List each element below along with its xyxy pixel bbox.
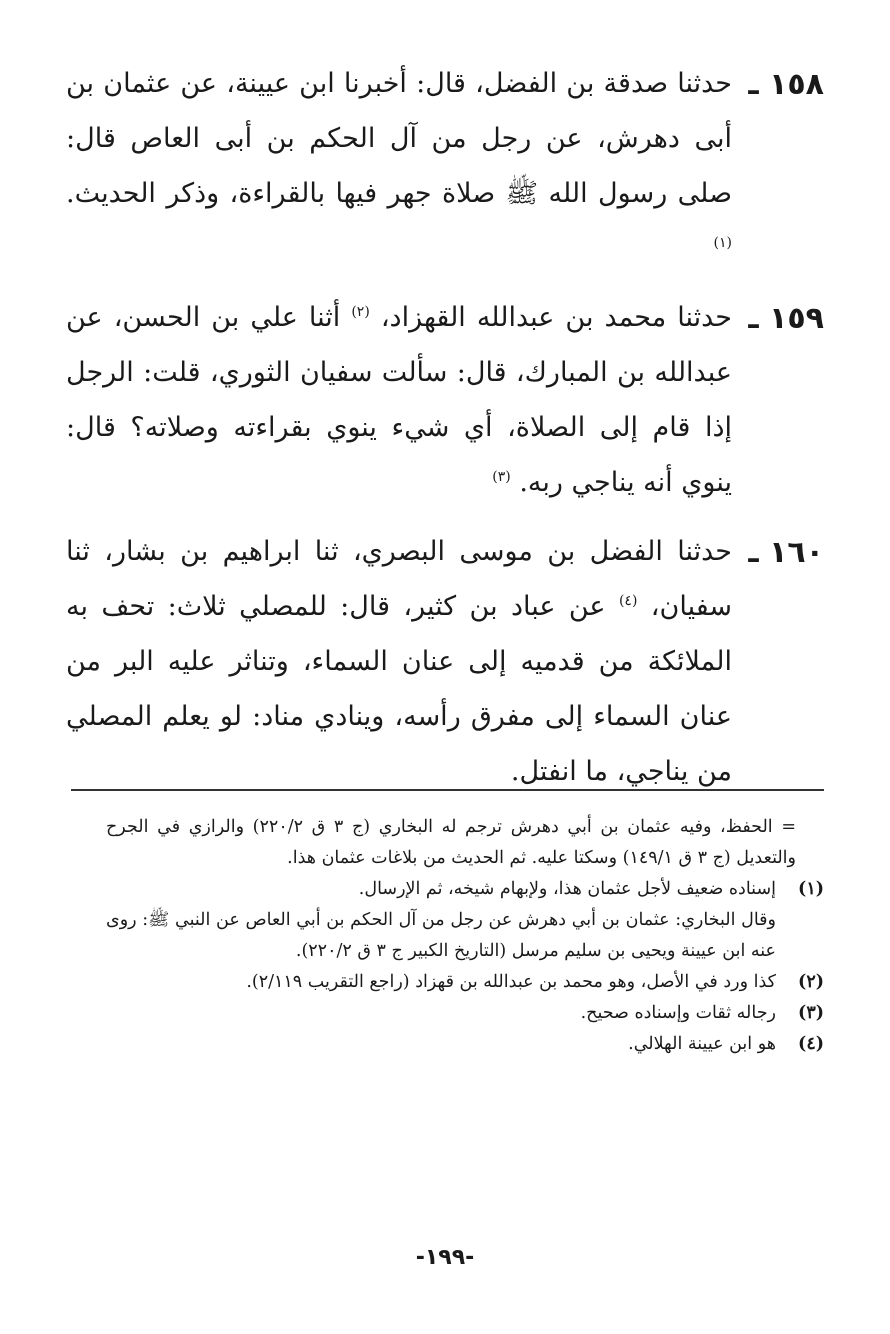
- footnote-divider: [71, 789, 824, 791]
- hadith-text-before: حدثنا الفضل بن موسى البصري، ثنا ابراهيم بن بشار، ثنا سفيان،: [66, 536, 732, 622]
- hadith-number: ١٥٨ ـ: [748, 67, 824, 102]
- hadith-158: [66, 56, 824, 276]
- footnote-3: [106, 998, 824, 1029]
- footnote-text: هو ابن عيينة الهلالي.: [628, 1034, 776, 1054]
- footnote-number: (٣): [798, 1003, 824, 1023]
- hadith-text-body: حدثنا صدقة بن الفضل، قال: أخبرنا ابن عيينة، عن عثمان بن أبى دهرش، عن رجل من آل الحكم بن أبى العاص قال: صلى رسول الله ﷺ صلاة جهر فيها بالقراءة، وذكر الحديث.: [66, 68, 732, 209]
- hadith-body: [66, 56, 824, 813]
- footnote-number: (١): [798, 879, 824, 899]
- hadith-text-after: أثنا علي بن الحسن، عن عبدالله بن المبارك، قال: سألت سفيان الثوري، قلت: الرجل إذا قام إلى الصلاة، أي شيء ينوي بقراءته وصلاته؟ قال: ينوي أنه يناجي ربه.: [66, 302, 732, 498]
- footnotes-section: [106, 812, 824, 1060]
- page-number: -١٩٩-: [415, 1245, 475, 1270]
- footnote-text: رجاله ثقات وإسناده صحيح.: [580, 1003, 776, 1023]
- hadith-number: ١٦٠ ـ: [748, 535, 824, 570]
- footnote-reference: (٢): [351, 304, 370, 320]
- hadith-text: [66, 290, 732, 510]
- hadith-160: [66, 524, 824, 799]
- footnote-2: [106, 967, 824, 998]
- footnote-1-continued: وقال البخاري: عثمان بن أبي دهرش عن رجل من آل الحكم بن أبي العاص عن النبي ﷺ: روى عنه ابن عيينة ويحيى بن سليم مرسل (التاريخ الكبير ج ٣ ق ٢٢٠/٢).: [106, 910, 776, 961]
- hadith-text: [66, 524, 732, 799]
- footnote-text: كذا ورد في الأصل، وهو محمد بن عبدالله بن قهزاد (راجع التقريب ٢/١١٩).: [246, 972, 776, 992]
- footnote-text: إسناده ضعيف لأجل عثمان هذا، ولإبهام شيخه، ثم الإرسال.: [358, 879, 776, 899]
- footnote-number: (٢): [798, 972, 824, 992]
- footnote-number: (٤): [798, 1034, 824, 1054]
- hadith-number: ١٥٩ ـ: [748, 301, 824, 336]
- hadith-text: [66, 56, 732, 276]
- footnote-1: [106, 874, 824, 905]
- footnote-reference: (٤): [618, 593, 638, 609]
- hadith-159: [66, 290, 824, 510]
- footnote-reference: (١): [713, 235, 732, 251]
- hadith-text-after: عن عباد بن كثير، قال: للمصلي ثلاث: تحف به الملائكة من قدميه إلى عنان السماء، وتناثر عليه البر من عنان السماء إلى مفرق رأسه، وينادي مناد: لو يعلم المصلي من يناجي، ما انفتل.: [66, 591, 732, 787]
- footnote-4: [106, 1029, 824, 1060]
- hadith-text-before: حدثنا محمد بن عبدالله القهزاد،: [380, 302, 732, 333]
- footnote-continuation: = الحفظ، وفيه عثمان بن أبي دهرش ترجم له البخاري (ج ٣ ق ٢٢٠/٢) والرازي في الجرح والتعديل (ج ٣ ق ١٤٩/١) وسكتا عليه. ثم الحديث من بلاغات عثمان هذا.: [106, 817, 796, 868]
- footnote-reference: (٣): [492, 469, 511, 485]
